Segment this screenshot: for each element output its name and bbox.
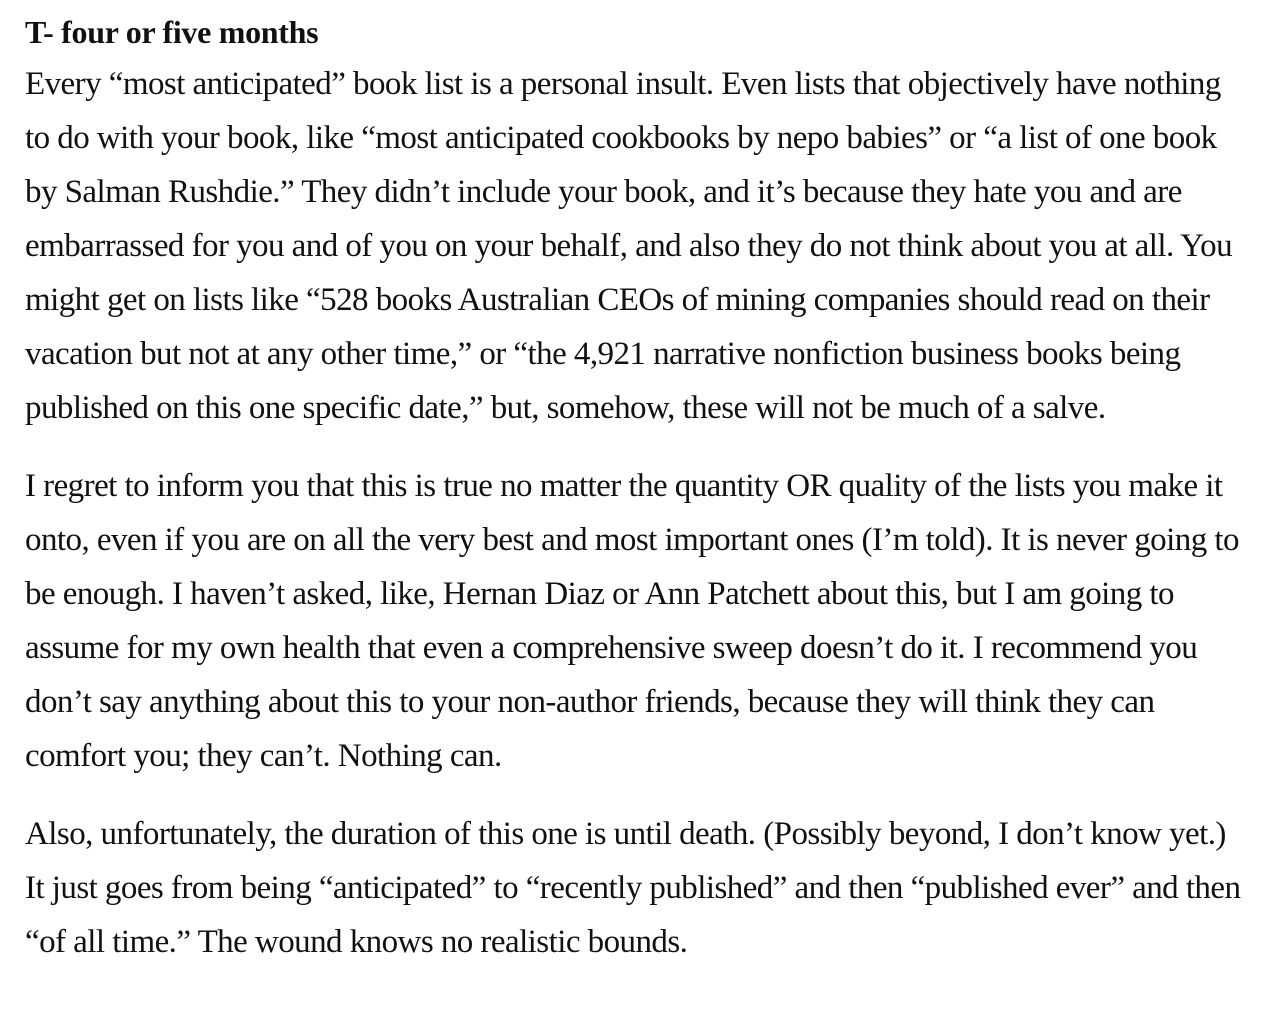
article-body	[25, 0, 1250, 969]
paragraph-never-enough: I regret to inform you that this is true no matter the quantity OR quality of the lists you make it onto, even if you are on all the very best and most important ones (I’m told). It is never going to be enough. I haven’t asked, like, Hernan Diaz or Ann Patchett about this, but I am going to assume for my own health that even a comprehensive sweep doesn’t do it. I recommend you don’t say anything about this to your non-author friends, because they will think they can comfort you; they can’t. Nothing can.	[25, 468, 1239, 774]
paragraph-duration-until-death: Also, unfortunately, the duration of this one is until death. (Possibly beyond, I don’t know yet.) It just goes from being “anticipated” to “recently published” and then “published ever” and then “of all time.” The wound knows no realistic bounds.	[25, 816, 1241, 960]
paragraph-most-anticipated-lists: Every “most anticipated” book list is a personal insult. Even lists that objectively have nothing to do with your book, like “most anticipated cookbooks by nepo babies” or “a list of one book by Salman Rushdie.” They didn’t include your book, and it’s because they hate you and are embarrassed for you and of you on your behalf, and also they do not think about you at all. You might get on lists like “528 books Australian CEOs of mining companies should read on their vacation but not at any other time,” or “the 4,921 narrative nonfiction business books being published on this one specific date,” but, somehow, these will not be much of a salve.	[25, 66, 1233, 426]
section-heading: T- four or five months	[25, 14, 319, 50]
